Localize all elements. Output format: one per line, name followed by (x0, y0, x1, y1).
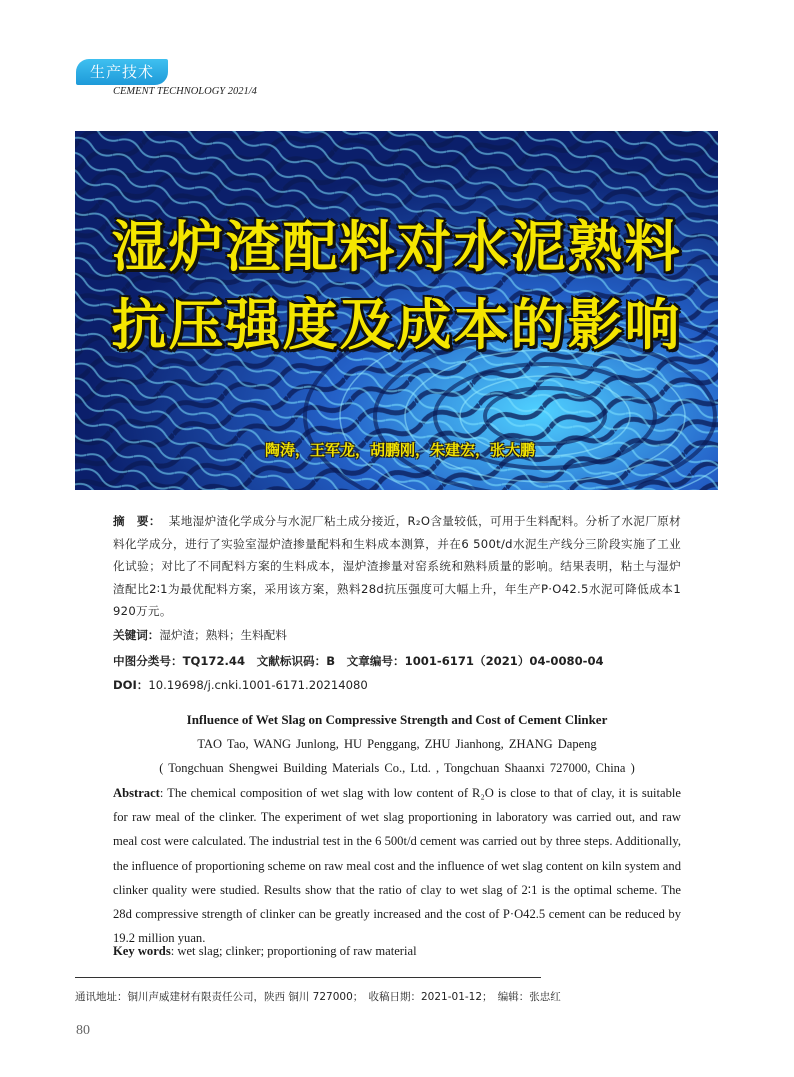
abstract-cn-text: 某地湿炉渣化学成分与水泥厂粘土成分接近，R₂O含量较低，可用于生料配料。分析了水泥厂原材料化学成分，进行了实验室湿炉渣掺量配料和生料成本测算，并在6 500t/d水泥生产线分三阶段实施了工业化试验；对比了不同配料方案的生料成本，湿炉渣掺量对窑系统和熟料质量的影响。结果表明，粘土与湿炉渣配比2∶1为最优配料方案，采用该方案，熟料28d抗压强度可大幅上升，年生产P·O42.5水泥可降低成本1 920万元。 (113, 514, 681, 618)
journal-header: CEMENT TECHNOLOGY 2021/4 (113, 86, 257, 97)
keywords-cn-label: 关键词： (113, 628, 160, 642)
english-affiliation: ( Tongchuan Shengwei Building Materials Co., Ltd. , Tongchuan Shaanxi 727000, China ) (159, 761, 635, 775)
doi-text: 10.19698/j.cnki.1001-6171.20214080 (148, 678, 368, 692)
footnote: 通讯地址：铜川声威建材有限责任公司，陕西 铜川 727000； 收稿日期：2021-01-12； 编辑：张忠红 (75, 991, 561, 1003)
doi-label: DOI： (113, 678, 149, 692)
english-title: Influence of Wet Slag on Compressive Strength and Cost of Cement Clinker (186, 712, 608, 727)
page-number: 80 (76, 1023, 90, 1038)
english-authors: TAO Tao, WANG Junlong, HU Penggang, ZHU Jianhong, ZHANG Dapeng (197, 737, 597, 751)
abstract-cn-label: 摘 要： (113, 514, 161, 528)
abstract-en-text: : The chemical composition of wet slag with low content of R₂O is close to that of clay, it is suitable for raw meal of the clinker. The experiment of wet slag proportioning in laboratory was carried out, and raw meal cost were calculated. The industrial test in the 6 500t/d cement was carried out by three steps. Additionally, the influence of proportioning scheme on raw meal cost and the influence of wet slag content on kiln system and clinker quality were studied. Results show that the ratio of clay to wet slag of 2∶1 is the optimal scheme. The 28d compressive strength of clinker can be greatly increased and the cost of P·O42.5 cement can be reduced by 19.2 million yuan. (113, 786, 681, 946)
keywords-cn-text: 湿炉渣；熟料；生料配料 (159, 628, 287, 642)
english-abstract (113, 781, 681, 950)
section-tag: 生产技术 (76, 59, 168, 85)
english-keywords (113, 944, 681, 959)
abstract-en-label: Abstract (113, 786, 160, 800)
footnote-divider (75, 977, 541, 978)
keywords-en-label: Key words (113, 944, 171, 958)
title-banner (75, 131, 718, 490)
authors-chinese: 陶涛，王军龙，胡鹏刚，朱建宏，张大鹏 (265, 441, 536, 459)
article-title-line1: 湿炉渣配料对水泥熟料 (111, 215, 682, 279)
keywords-en-text: : wet slag; clinker; proportioning of raw material (170, 944, 417, 958)
classification-line (113, 653, 693, 669)
abstract-chinese (113, 510, 681, 623)
article-title-line2: 抗压强度及成本的影响 (111, 293, 682, 357)
classification-text: 中图分类号：TQ172.44 文献标识码：B 文章编号：1001-6171（2021）04-0080-04 (113, 654, 604, 668)
keywords-chinese (113, 627, 693, 643)
doi-line (113, 677, 693, 693)
